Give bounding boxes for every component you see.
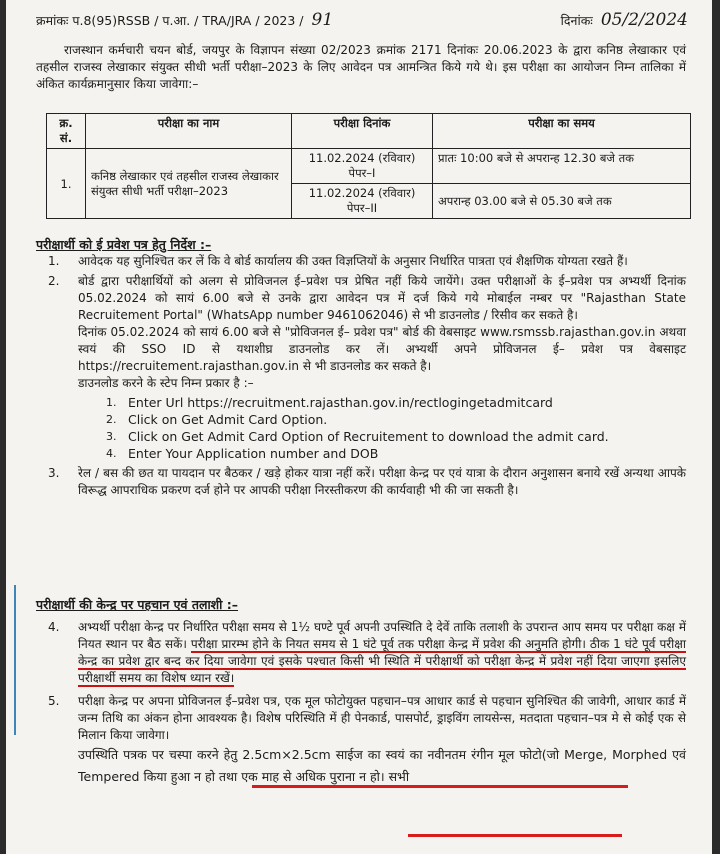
item-text: दिनांक 05.02.2024 को सायं 6.00 बजे से "प्रोविजनल ई– प्रवेश पत्र" बोर्ड की वेबसाइट www.rsmssb.rajasthan.gov.in अथवा स्वयं की SSO ID से यथाशीघ्र डाउनलोड कर लें। अभ्यर्थी अपने प्रोविजनल ई– प्रवेश पत्र वेबसाइट https://recruitement.rajasthan.gov.in से भी डाउनलोड कर सकते है।: [78, 325, 686, 373]
letter-date: [561, 10, 688, 30]
list-item: 1. Enter Url https://recruitment.rajasthan.gov.in/rectlogingetadmitcard: [106, 395, 553, 410]
table-row: [47, 149, 691, 184]
reference-text: क्रमांकः प.8(95)RSSB / प.आ. / TRA/JRA / 2023 /: [36, 13, 304, 28]
item-text: परीक्षा केन्द्र पर अपना प्रोविजनल ई–प्रवेश पत्र, एक मूल फोटोयुक्त पहचान–पत्र आधार कार्ड से पहचान सुनिश्चित की जावेगी, आधार कार्ड में जन्म तिथि का अंकन होना आवश्यक है। विशेष परिस्थिति में ही पेनकार्ड, पासपोर्ट, ड्राइविंग लायसेन्स, मतदाता पहचान–पत्र मे से कोई एक से मिलान किया जावेगा।: [78, 694, 686, 742]
handwritten-date: 05/2/2024: [600, 10, 688, 30]
col-exam-name: परीक्षा का नाम: [86, 114, 292, 149]
col-exam-time: परीक्षा का समय: [433, 114, 691, 149]
underlined-text: परीक्षा प्रारम्भ होने के नियत समय से 1 घंटे पूर्व तक परीक्षा केन्द्र में प्रवेश की अनुमति होगी। ठीक 1 घंटे पूर्व परीक्षा केन्द्र का प्रवेश द्वार बन्द कर दिया जावेगा एवं इसके पश्चात किसी भी स्थिति में परीक्षार्थी को परीक्षा केन्द्र में प्रवेश नहीं दिया जाएगा इसलिए परीक्षार्थी समय का विशेष ध्यान रखें।: [78, 637, 686, 685]
col-serial: क्र. सं.: [47, 114, 86, 149]
item-text: बोर्ड द्वारा परीक्षार्थियों को अलग से प्रोविजनल ई–प्रवेश पत्र प्रेषित नहीं किये जायेंगे। उक्त परीक्षाओं के ई–प्रवेश पत्र अभ्यर्थी दिनांक 05.02.2024 को सायं 6.00 बजे से उनके द्वारा आवेदन पत्र में दर्ज किये गये मोबाईल नम्बर पर "Rajasthan State Recruitement Portal" (WhatsApp number 9461062046) से भी डाउनलोड / रिसीव कर सकते है।: [78, 274, 686, 322]
section-heading: परीक्षार्थी को ई प्रवेश पत्र हेतु निर्देश :–: [36, 237, 212, 252]
paper-label: पेपर–I: [348, 166, 376, 180]
list-item: [36, 693, 686, 788]
section-heading: परीक्षार्थी की केन्द्र पर पहचान एवं तलाशी :–: [36, 597, 239, 612]
list-item: 4. Enter Your Application number and DOB: [106, 446, 379, 461]
document-page: [6, 0, 712, 854]
list-item: [36, 253, 686, 270]
handwritten-ref-number: 91: [311, 10, 334, 30]
admit-card-instructions: [36, 236, 686, 499]
item-number: 5.: [48, 694, 60, 708]
date-label: दिनांकः: [560, 13, 593, 28]
date-text: 11.02.2024 (रविवार): [308, 151, 416, 165]
date-cell: [292, 149, 433, 184]
red-underline: [408, 834, 622, 837]
date-cell: [292, 184, 433, 219]
item-number: 2.: [48, 274, 60, 288]
time-cell: प्रातः 10:00 बजे से अपरान्ह 12.30 बजे तक: [433, 149, 691, 184]
item-text: रेल / बस की छत या पायदान पर बैठकर / खड़े होकर यात्रा नहीं करें। परीक्षा केन्द्र पर एवं यात्रा के दौरान अनुशासन बनाये रखें अन्यथा आपके विरूद्ध आपराधिक प्रकरण दर्ज होने पर आपकी परीक्षा निरस्तीकरण की कार्यवाही भी की जा सकती है।: [78, 466, 686, 497]
reference-number: [36, 10, 333, 30]
col-exam-date: परीक्षा दिनांक: [292, 114, 433, 149]
paper-label: पेपर–II: [346, 201, 378, 215]
steps-intro: डाउनलोड करने के स्टेप निम्न प्रकार है :–: [78, 376, 254, 390]
serial-cell: 1.: [47, 149, 86, 219]
item-number: 3.: [48, 466, 60, 480]
download-steps: [106, 394, 686, 462]
date-text: 11.02.2024 (रविवार): [308, 186, 416, 200]
list-item: [36, 619, 686, 687]
time-cell: अपरान्ह 03.00 बजे से 05.30 बजे तक: [433, 184, 691, 219]
red-underline: [252, 785, 628, 788]
item-number: 4.: [48, 620, 60, 634]
exam-name-cell: कनिष्ठ लेखाकार एवं तहसील राजस्व लेखाकार संयुक्त सीधी भर्ती परीक्षा–2023: [86, 149, 292, 219]
list-item: [36, 465, 686, 499]
item-text: अभ्यर्थी परीक्षा केन्द्र पर निर्धारित परीक्षा समय से 1½ घण्टे पूर्व अपनी उपस्थिति दे देवें ताकि तलाशी के उपरान्त आप समय पर परीक्षा कक्ष में नियत स्थान पर बैठ सकें।: [78, 620, 686, 651]
list-item: 2. Click on Get Admit Card Option.: [106, 412, 328, 427]
intro-paragraph: राजस्थान कर्मचारी चयन बोर्ड, जयपुर के विज्ञापन संख्या 02/2023 क्रमांक 2171 दिनांकः 20.06.2023 के द्वारा कनिष्ठ लेखाकार एवं तहसील राजस्व लेखाकार संयुक्त सीधी भर्ती परीक्षा–2023 के लिए आवेदन पत्र आमन्त्रित किये गये थे। इस परीक्षा का आयोजन निम्न तालिका में अंकित कार्यक्रमानुसार किया जावेगा:–: [36, 43, 686, 91]
item-text: आवेदक यह सुनिश्चित कर लें कि वे बोर्ड कार्यालय की उक्त विज्ञप्तियों के अनुसार निर्धारित पात्रता एवं शैक्षणिक योग्यता रखते हैं।: [78, 254, 628, 268]
list-item: 3. Click on Get Admit Card Option of Recruitement to download the admit card.: [106, 429, 609, 444]
item-text: उपस्थिति पत्रक पर चस्पा करने हेतु 2.5cm×2.5cm साईज का स्वयं का नवीनतम रंगीन मूल फोटो(जो Merge, Morphed एवं Tempered किया हुआ न हो तथा एक माह से अधिक पुराना न हो। सभी: [78, 747, 686, 784]
exam-schedule-table: [46, 113, 691, 219]
identity-check-instructions: [36, 596, 686, 788]
margin-line: [14, 585, 16, 735]
item-number: 1.: [48, 254, 60, 268]
list-item: [36, 273, 686, 392]
